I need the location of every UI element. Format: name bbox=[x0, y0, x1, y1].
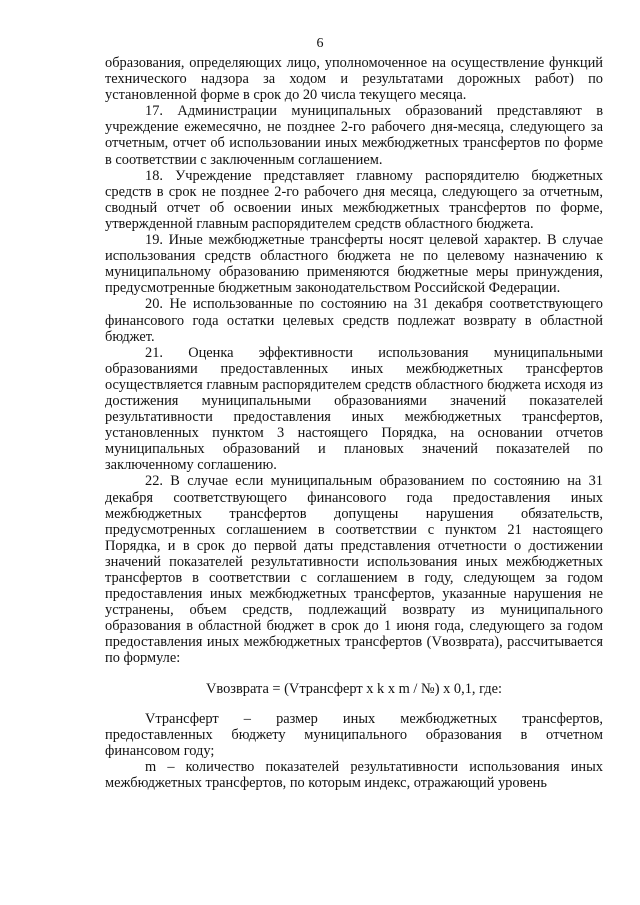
paragraph-21: 21. Оценка эффективности использования муниципальными образованиями предоставленных иных межбюджетных трансфертов осуществляется главным распорядителем средств областного бюджета исходя из достижения муниципальными образованиями значений показателей результативности предоставления иных межбюджетных трансфертов, установленных пунктом 3 настоящего Порядка, на основании отчетов муниципальных образований и плановых значений показателей по заключенному соглашению. bbox=[105, 344, 603, 474]
paragraph-continuation: образования, определяющих лицо, уполномоченное на осуществление функций технического надзора за ходом и результатами дорожных работ) по установленной форме в срок до 20 числа текущего месяца. bbox=[105, 55, 603, 104]
document-body bbox=[105, 55, 603, 791]
return-formula: Vвозврата = (Vтрансферт x k x m / №) x 0,1, где: bbox=[206, 680, 502, 697]
paragraph-19: 19. Иные межбюджетные трансферты носят целевой характер. В случае использования средств областного бюджета не по целевому назначению к муниципальному образованию применяются бюджетные меры принуждения, предусмотренные бюджетным законодательством Российской Федерации. bbox=[105, 232, 603, 297]
paragraph-18: 18. Учреждение представляет главному распорядителю бюджетных средств в срок не позднее 2-го рабочего дня месяца, следующего за отчетным, сводный отчет об освоении иных межбюджетных трансфертов по форме, утвержденной главным распорядителем средств областного бюджета. bbox=[105, 167, 603, 232]
paragraph-22: 22. В случае если муниципальным образованием по состоянию на 31 декабря соответствующего финансового года предоставления иных межбюджетных трансфертов допущены нарушения обязательств, предусмотренных соглашением в соответствии с пунктом 21 настоящего Порядка, и в срок до первой даты представления отчетности о достижении значений показателей результативности использования иных межбюджетных трансфертов в соответствии с соглашением в году, следующем за годом предоставления иных межбюджетных трансфертов, указанные нарушения не устранены, объем средств, подлежащий возврату из муниципального образования в областной бюджет в срок до 1 июня года, следующего за годом предоставления иных межбюджетных трансфертов (Vвозврата), рассчитывается по формуле: bbox=[105, 473, 603, 667]
paragraph-17: 17. Администрации муниципальных образований представляют в учреждение ежемесячно, не позднее 2-го рабочего дня-месяца, следующего за отчетным, отчет об использовании иных межбюджетных трансфертов по форме в соответствии с заключенным соглашением. bbox=[105, 103, 603, 168]
definition-v-transfer: Vтрансферт – размер иных межбюджетных трансфертов, предоставленных бюджету муниципального образования в отчетном финансовом году; bbox=[105, 710, 603, 759]
page-number: 6 bbox=[316, 36, 324, 51]
definition-m: m – количество показателей результативности использования иных межбюджетных трансфертов, по которым индекс, отражающий уровень bbox=[105, 758, 603, 792]
paragraph-20: 20. Не использованные по состоянию на 31 декабря соответствующего финансового года остатки целевых средств подлежат возврату в областной бюджет. bbox=[105, 296, 603, 345]
